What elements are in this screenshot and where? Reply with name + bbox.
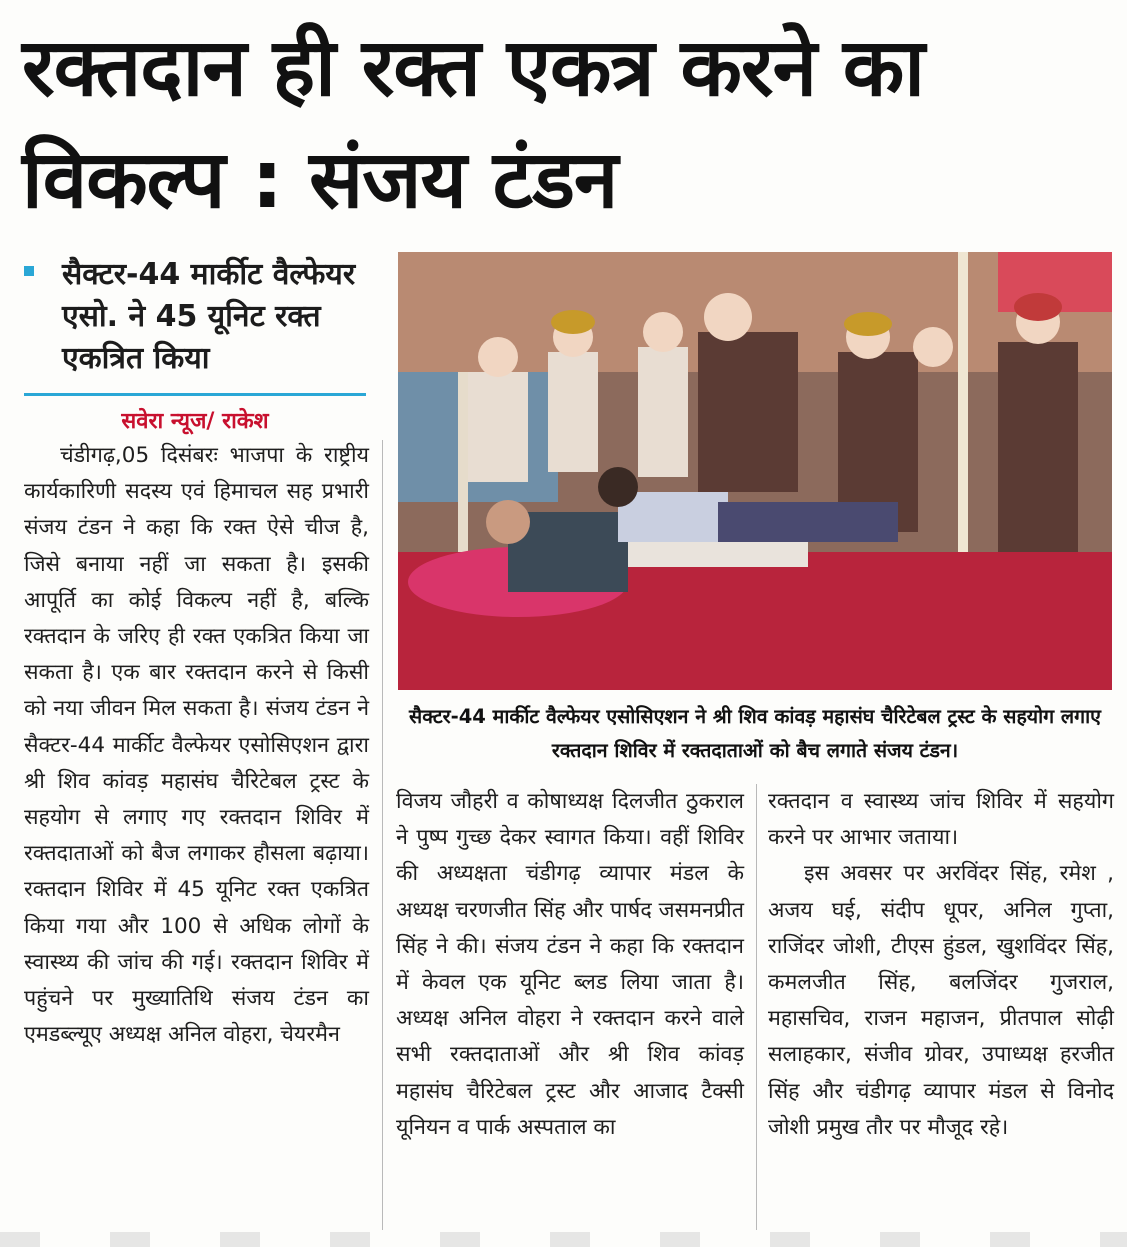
column-divider-2 (756, 784, 757, 1230)
photo-caption: सैक्टर-44 मार्कीट वैल्फेयर एसोसिएशन ने श्री शिव कांवड़ महासंघ चैरिटेबल ट्रस्ट के सहयोग लगाए रक्तदान शिविर में रक्तदाताओं को बैच लगाते संजय टंडन। (409, 705, 1101, 762)
photo-illustration (398, 252, 1112, 690)
article-column-3 (768, 784, 1114, 1146)
subheadline-bullet-icon (24, 266, 34, 276)
article-text-col2: विजय जौहरी व कोषाध्यक्ष दिलजीत ठुकराल ने पुष्प गुच्छ देकर स्वागत किया। वहीं शिविर की अध्यक्षता चंडीगढ़ व्यापार मंडल के अध्यक्ष चरणजीत सिंह और पार्षद जसमनप्रीत सिंह ने की। संजय टंडन ने कहा कि रक्तदान में केवल एक यूनिट ब्लड लिया जाता है। अध्यक्ष अनिल वोहरा ने रक्तदान करने वाले सभी रक्तदाताओं और श्री शिव कांवड़ महासंघ चैरिटेबल ट्रस्ट और आजाद टैक्सी यूनियन व पार्क अस्पताल का (396, 789, 744, 1140)
article-text-col3-p2: इस अवसर पर अरविंदर सिंह, रमेश , अजय घई, संदीप धूपर, अनिल गुप्ता, राजिंदर जोशी, टीएस हुंडल, खुशविंदर सिंह, कमलजीत सिंह, बलजिंदर गुजराल, महासचिव, राजन महाजन, प्रीतपाल सोढ़ी सलाहकार, संजीव ग्रोवर, उपाध्यक्ष हरजीत सिंह और चंडीगढ़ व्यापार मंडल से विनोद जोशी प्रमुख तौर पर मौजूद रहे। (768, 861, 1114, 1140)
cut-off-text-strip (0, 1232, 1127, 1247)
news-photo (398, 252, 1112, 690)
headline: रक्तदान ही रक्त एकत्र करने का विकल्प : संजय टंडन (22, 21, 925, 226)
byline: सवेरा न्यूज/ राकेश (121, 409, 269, 434)
subheadline-underline (24, 393, 366, 396)
column-divider-1 (382, 440, 383, 1230)
subheadline: सैक्टर-44 मार्कीट वैल्फेयर एसो. ने 45 यूनिट रक्त एकत्रित किया (62, 257, 356, 376)
article-column-1 (24, 438, 369, 1053)
article-text-col3-p1: रक्तदान व स्वास्थ्य जांच शिविर में सहयोग करने पर आभार जताया। (768, 789, 1114, 851)
article-column-2 (396, 784, 744, 1146)
article-text-col1: चंडीगढ़,05 दिसंबरः भाजपा के राष्ट्रीय कार्यकारिणी सदस्य एवं हिमाचल सह प्रभारी संजय टंडन ने कहा कि रक्त ऐसे चीज है, जिसे बनाया नहीं जा सकता है। इसकी आपूर्ति का कोई विकल्प नहीं है, बल्कि रक्तदान के जरिए ही रक्त एकत्रित किया जा सकता है। एक बार रक्तदान करने से किसी को नया जीवन मिल सकता है। संजय टंडन ने सैक्टर-44 मार्कीट वैल्फेयर एसोसिएशन द्वारा श्री शिव कांवड़ महासंघ चैरिटेबल ट्रस्ट के सहयोग से लगाए गए रक्तदान शिविर में रक्तदाताओं को बैज लगाकर हौसला बढ़ाया। रक्तदान शिविर में 45 यूनिट रक्त एकत्रित किया गया और 100 से अधिक लोगों के स्वास्थ्य की जांच की गई। रक्तदान शिविर में पहुंचने पर मुख्यातिथि संजय टंडन का एमडब्ल्यूए अध्यक्ष अनिल वोहरा, चेयरमैन (24, 443, 369, 1048)
